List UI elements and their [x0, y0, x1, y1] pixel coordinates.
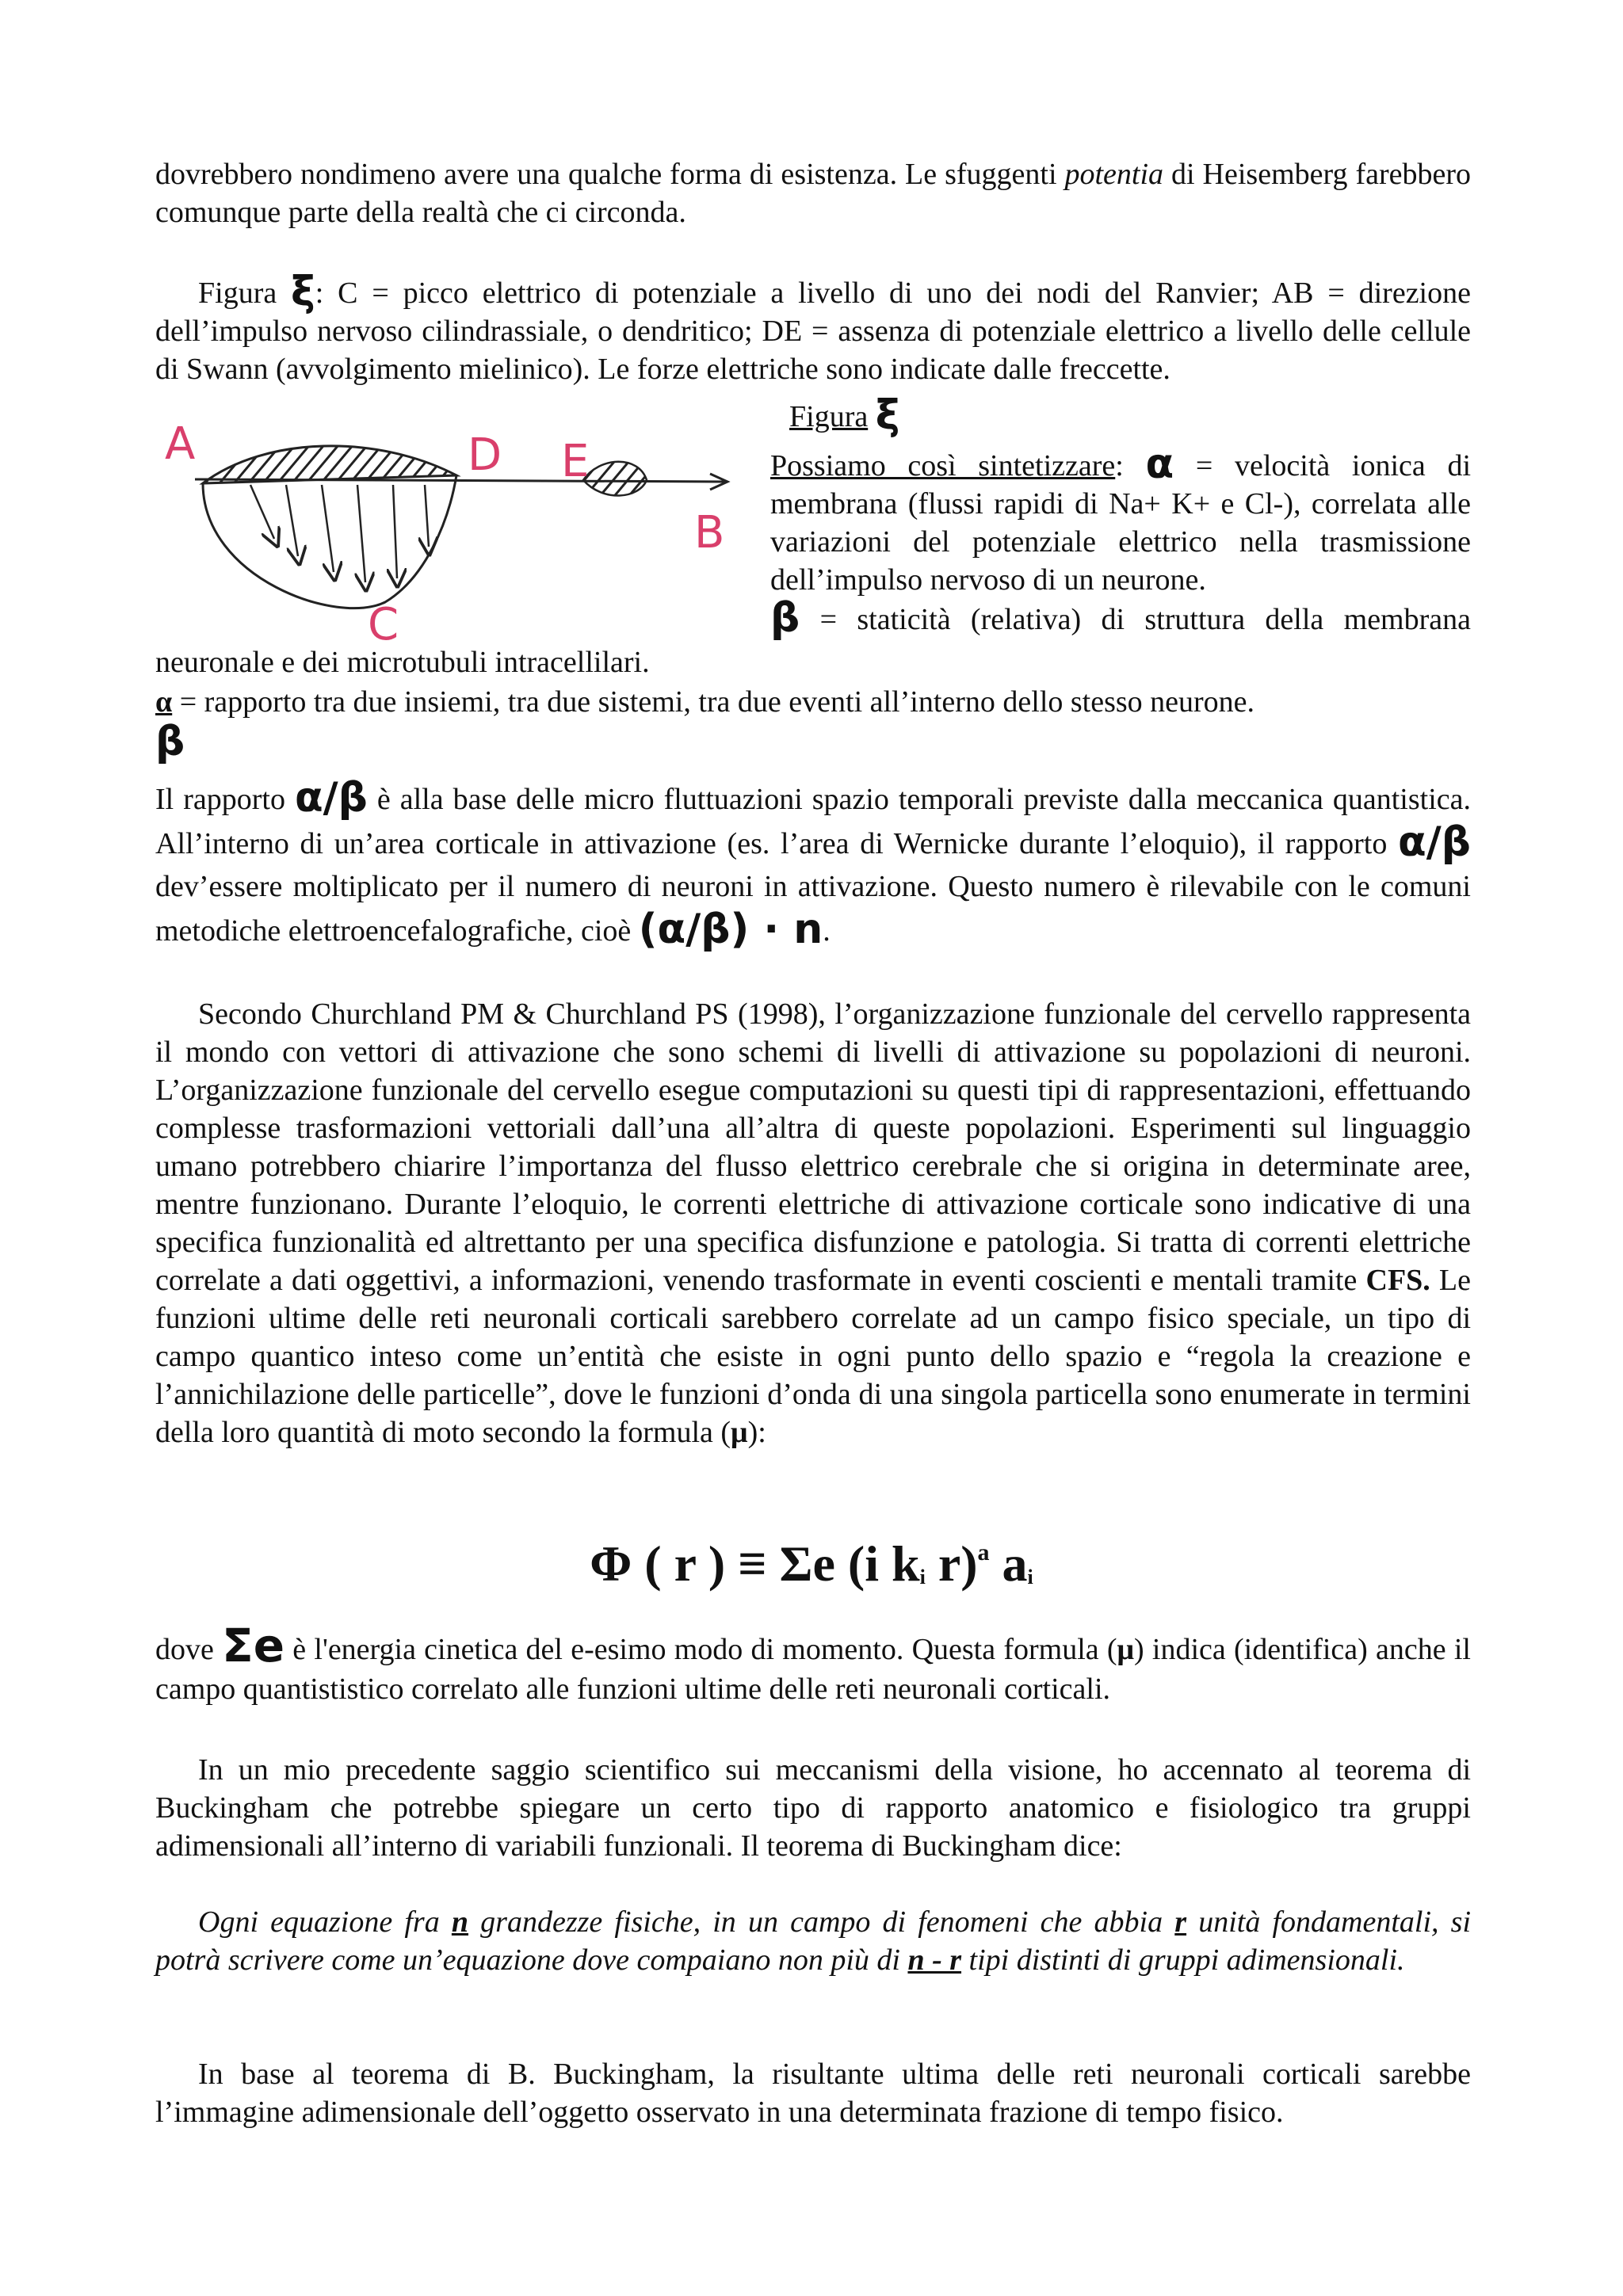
theorem-n-minus-r: n - r [907, 1943, 962, 1977]
formula-sub-i: i [919, 1566, 926, 1589]
summary-alpha [770, 441, 1471, 599]
figure-label-c: C [368, 599, 399, 650]
figure-label-a: A [165, 418, 196, 470]
figure-caption [155, 268, 1471, 388]
theorem-n: n [451, 1905, 469, 1939]
formula-sub-i2: i [1027, 1566, 1033, 1589]
force-arrow [322, 485, 334, 572]
caption-intro: Figura [198, 277, 292, 310]
ratio-definition [155, 683, 1471, 721]
theorem-quote [155, 1903, 1471, 1979]
figure-label-d: D [468, 429, 502, 481]
theorem-text-3: unità fondamentali, si potrà scrivere come un’equazione dove compaiano non più di [155, 1905, 1471, 1977]
formula-sup-a: a [977, 1539, 990, 1566]
quantum-field-formula [0, 1521, 1623, 1609]
ratio-equation-text: = rapporto tra due insiemi, tra due sistemi, tra due eventi all’interno dello stesso neurone. [172, 685, 1255, 719]
beta-definition-cont: neuronale e dei microtubuli intracellilari. [155, 646, 650, 679]
dove-sigma: Σe [222, 1619, 285, 1672]
figure-label-e: E [561, 436, 590, 487]
figure-title [789, 391, 1471, 439]
ratio-denominator-line [155, 718, 1471, 765]
formula-mid: r) [925, 1535, 978, 1592]
churchland-text-2: Le funzioni ultime delle reti neuronali corticali sarebbero correlate ad un campo fisico speciale, un tipo di campo quantico inteso come un’entità che esiste in ogni punto dello spazio e “regola la creazione e l’annichilazione delle particelle”, dove le funzioni d’onda di una singola particella sono enumerate in termini della loro quantità di moto secondo la formula ( [155, 1264, 1472, 1449]
theorem-r: r [1174, 1905, 1187, 1939]
summary-beta [770, 594, 1471, 642]
ratio-para-text-3: dev’essere moltiplicato per il numero di neuroni in attivazione. Questo numero è rilevabile con le comuni metodiche elettroencefalografiche, cioè [155, 870, 1471, 948]
paragraph-text-end: di Heisemberg farebbero comunque parte della realtà che ci circonda. [155, 158, 1472, 229]
beta-symbol: β [770, 594, 800, 642]
figure-nerve-impulse [155, 420, 734, 658]
emphasis-potentia: potentia [1064, 158, 1164, 191]
ratio-denominator: β [155, 718, 185, 765]
dove-text-1: dove [155, 1633, 223, 1666]
dove-text-2: è l'energia cinetica del e-esimo modo di momento. Questa formula ( [285, 1633, 1117, 1666]
dove-text-3: ) indica (identifica) anche il campo quantististico correlato alle funzioni ultime delle reti neuronali corticali. [155, 1633, 1471, 1706]
figure-title-xi: ξ [875, 391, 900, 439]
figure-label-b: B [694, 507, 725, 559]
churchland-mu: μ [731, 1416, 748, 1449]
ratio-symbol: α/β [294, 774, 368, 822]
alpha-definition: = velocità ionica di membrana (flussi rapidi di Na+ K+ e Cl-), correlata alle variazioni del potenziale elettrico nella trasmissione dell’impulso nervoso di un neurone. [770, 449, 1471, 597]
paragraph-churchland [155, 995, 1471, 1451]
summary-intro: Possiamo così sintetizzare [770, 449, 1116, 482]
force-arrow [393, 485, 397, 578]
paragraph-buckingham: In un mio precedente saggio scientifico sui meccanismi della visione, ho accennato al teorema di Buckingham che potrebbe spiegare un certo tipo di rapporto anatomico e fisiologico tra gruppi adimensionali all’interno di variabili funzionali. Il teorema di Buckingham dice: [155, 1753, 1471, 1863]
theorem-text-1: Ogni equazione fra [198, 1905, 452, 1939]
ratio-formula: (α/β) · n [638, 906, 823, 953]
dove-mu: μ [1117, 1633, 1135, 1666]
churchland-cfs: CFS. [1365, 1264, 1430, 1297]
churchland-text-3: ): [747, 1416, 766, 1449]
force-arrow [425, 485, 429, 547]
small-lobe [583, 462, 647, 496]
ratio-symbol: α/β [1398, 818, 1471, 866]
ratio-para-text-2: è alla base delle micro fluttuazioni spazio temporali previste dalla meccanica quantistica. All’interno di un’area corticale in attivazione (es. l’area di Wernicke durante l’eloquio), il rapporto [155, 783, 1471, 860]
churchland-text-1: Secondo Churchland PM & Churchland PS (1998), l’organizzazione funzionale del cervello rappresenta il mondo con vettori di attivazione che sono schemi di livelli di attivazione su popolazioni di neuroni. L’organizzazione funzionale del cervello esegue computazioni su questi tipi di rappresentazioni, effettuando complesse trasformazioni vettoriali dall’una all’altra di queste popolazioni. Esperimenti sul linguaggio umano potrebbero chiarire l’importanza del flusso elettrico cerebrale che si origina in determinate aree, mentre funzionano. Durante l’eloquio, le correnti elettriche di attivazione corticale sono indicative di una specifica funzionalità ed altrettanto per una specifica disfunzione e patologia. Si tratta di correnti elettriche correlate a dati oggettivi, a informazioni, venendo trasformate in eventi coscienti e mentali tramite [155, 997, 1471, 1297]
caption-body: : C = picco elettrico di potenziale a livello di uno dei nodi del Ranvier; AB = direzione dell’impulso nervoso cilindrassiale, o dendritico; DE = assenza di potenziale elettrico a livello delle cellule di Swann (avvolgimento mielinico). Le forze elettriche sono indicate dalle freccette. [155, 277, 1471, 386]
theorem-text-2: grandezze fisiche, in un campo di fenomeni che abbia [468, 1905, 1175, 1939]
force-arrow [250, 485, 274, 539]
ratio-formula-end: . [823, 914, 831, 948]
theorem-text-4: tipi distinti di gruppi adimensionali. [961, 1943, 1405, 1977]
force-arrow [286, 485, 298, 556]
paragraph-text: dovrebbero nondimeno avere una qualche forma di esistenza. Le sfuggenti [155, 158, 1065, 191]
paragraph-ratio [155, 776, 1471, 952]
beta-definition: = staticità (relativa) di struttura della membrana [800, 603, 1471, 636]
ratio-para-text-1: Il rapporto [155, 783, 295, 816]
summary-colon: : [1115, 449, 1124, 482]
paragraph-final: In base al teorema di B. Buckingham, la risultante ultima delle reti neuronali corticali sarebbe l’immagine adimensionale dell’oggetto osservato in una determinata frazione di tempo fisico. [155, 2058, 1471, 2129]
force-arrow [357, 485, 365, 582]
formula-main: Φ ( r ) ≡ Σe (i k [590, 1535, 920, 1592]
caption-xi-symbol: ξ [291, 268, 315, 315]
hatched-lobe [203, 446, 456, 483]
figure-title-text: Figura [789, 400, 869, 433]
paragraph-dove [155, 1619, 1471, 1709]
alpha-symbol: α [1145, 441, 1174, 488]
ratio-numerator: α [155, 685, 173, 719]
formula-a: a [989, 1535, 1028, 1592]
paragraph-intro [155, 155, 1471, 231]
figure-drawing [155, 420, 734, 658]
